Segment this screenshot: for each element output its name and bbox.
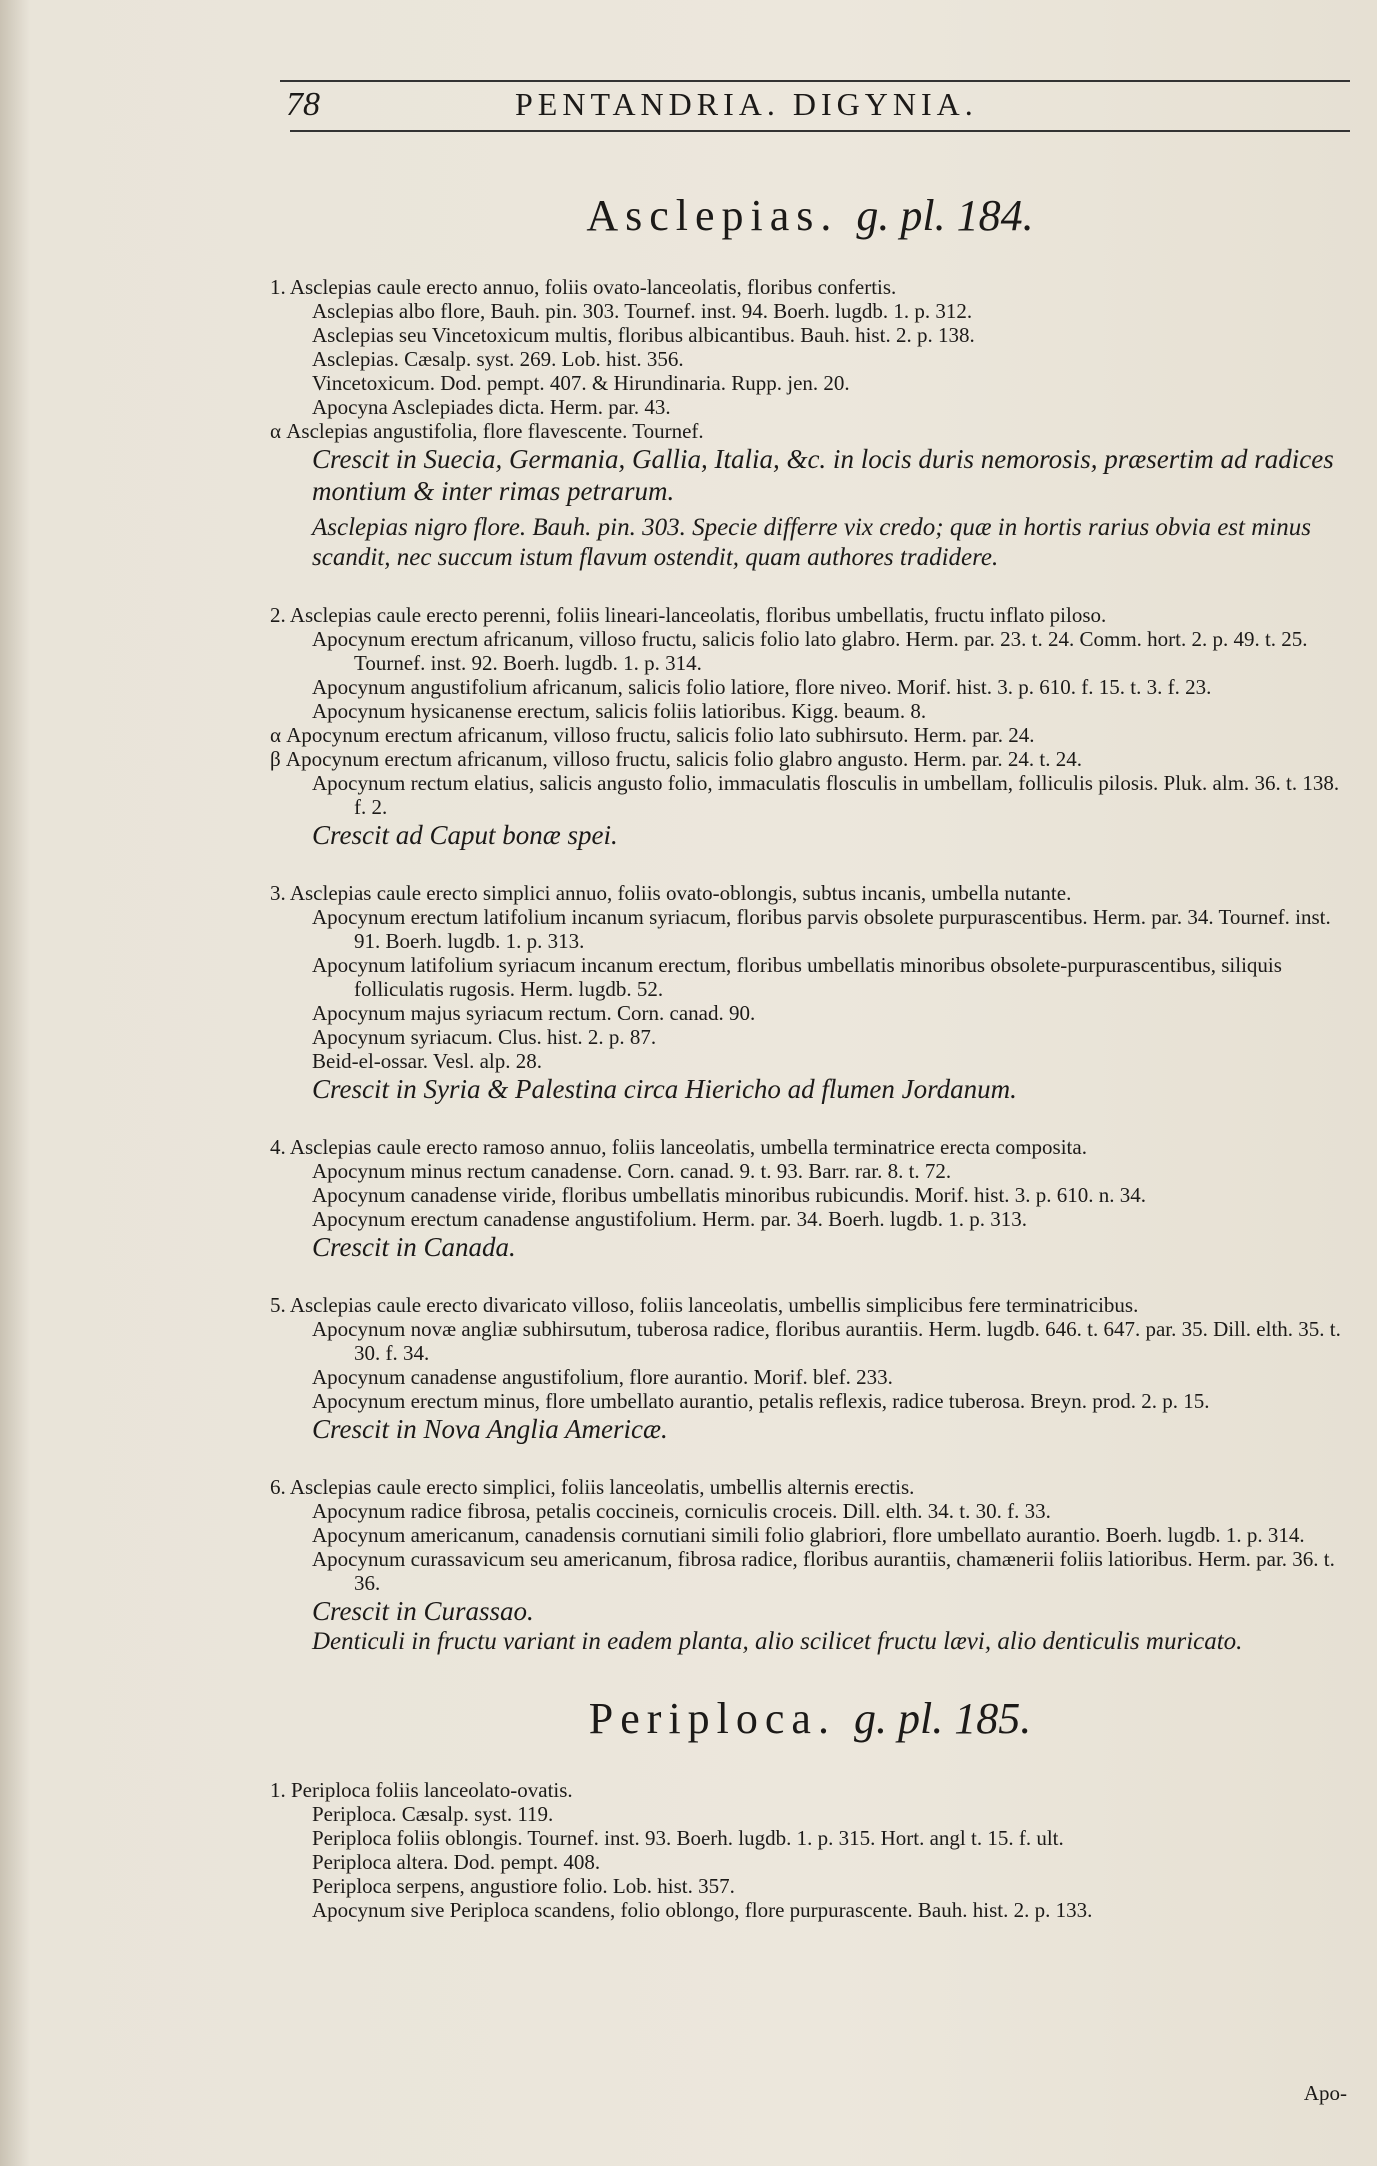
- habitat-line: Crescit in Syria & Palestina circa Hiericho ad flumen Jordanum.: [312, 1074, 1017, 1104]
- genus-title: [270, 190, 1350, 241]
- synonym-line: Asclepias albo flore, Bauh. pin. 303. Tournef. inst. 94. Boerh. lugdb. 1. p. 312.: [312, 299, 973, 323]
- habitat-line: Crescit ad Caput bonæ spei.: [312, 820, 618, 850]
- synonym-line: Asclepias seu Vincetoxicum multis, floribus albicantibus. Bauh. hist. 2. p. 138.: [312, 323, 975, 347]
- synonym-line: Apocynum erectum africanum, villoso fructu, salicis folio lato glabro. Herm. par. 23. t. 24. Comm. hort. 2. p. 49. t. 25. Tournef. inst. 92. Boerh. lugdb. 1. p. 314.: [312, 627, 1308, 675]
- synonym-line: Apocynum curassavicum seu americanum, fibrosa radice, floribus aurantiis, chamænerii foliis latioribus. Herm. par. 36. t. 36.: [312, 1547, 1335, 1595]
- synonym-line: Periploca foliis oblongis. Tournef. inst. 93. Boerh. lugdb. 1. p. 315. Hort. angl t. 15. f. ult.: [312, 1826, 1064, 1850]
- species-entry: [270, 275, 1350, 573]
- synonym-line: Periploca serpens, angustiore folio. Lob. hist. 357.: [312, 1874, 735, 1898]
- synonym-line: Apocynum novæ angliæ subhirsutum, tuberosa radice, floribus aurantiis. Herm. lugdb. 646. t. 647. par. 35. Dill. elth. 35. t. 30. f. 34.: [312, 1317, 1341, 1365]
- catchword: Apo-: [1303, 2081, 1347, 2105]
- synonym-line: Apocynum syriacum. Clus. hist. 2. p. 87.: [312, 1025, 657, 1049]
- header-rule-bottom: [290, 130, 1350, 132]
- synonym-line: Apocynum sive Periploca scandens, folio oblongo, flore purpurascente. Bauh. hist. 2. p. 133.: [312, 1898, 1093, 1922]
- species-entry: [270, 1778, 1350, 1922]
- synonym-line: Apocynum radice fibrosa, petalis coccineis, corniculis croceis. Dill. elth. 34. t. 30. f. 33.: [312, 1499, 1051, 1523]
- running-head: PENTANDRIA. DIGYNIA.: [515, 86, 978, 122]
- species-diagnosis: 3. Asclepias caule erecto simplici annuo, foliis ovato-oblongis, subtus incanis, umbella nutante.: [270, 881, 1072, 905]
- synonym-line: Apocynum minus rectum canadense. Corn. canad. 9. t. 93. Barr. rar. 8. t. 72.: [312, 1159, 952, 1183]
- variety-line: α Apocynum erectum africanum, villoso fructu, salicis folio lato subhirsuto. Herm. par. 24.: [270, 723, 1035, 747]
- species-entry: [270, 1135, 1350, 1263]
- synonym-line: Apocynum canadense angustifolium, flore aurantio. Morif. blef. 233.: [312, 1365, 893, 1389]
- genus-reference: g. pl. 185.: [853, 1694, 1032, 1743]
- page-number: 78: [286, 86, 320, 123]
- species-diagnosis: 4. Asclepias caule erecto ramoso annuo, foliis lanceolatis, umbella terminatrice erecta composita.: [270, 1135, 1087, 1159]
- species-diagnosis: 6. Asclepias caule erecto simplici, foliis lanceolatis, umbellis alternis erectis.: [270, 1475, 915, 1499]
- synonym-line: Periploca altera. Dod. pempt. 408.: [312, 1850, 601, 1874]
- header-rule-top: [280, 80, 1350, 82]
- synonym-line: Apocynum americanum, canadensis cornutiani simili folio glabriori, flore umbellato aurantio. Boerh. lugdb. 1. p. 314.: [312, 1523, 1305, 1547]
- habitat-line: Crescit in Nova Anglia Americæ.: [312, 1414, 668, 1444]
- variety-line: β Apocynum erectum africanum, villoso fructu, salicis folio glabro angusto. Herm. par. 24. t. 24.: [270, 747, 1082, 771]
- synonym-line: Apocynum erectum canadense angustifolium. Herm. par. 34. Boerh. lugdb. 1. p. 313.: [312, 1207, 1028, 1231]
- habitat-line: Crescit in Canada.: [312, 1232, 516, 1262]
- genus-title: [270, 1693, 1350, 1744]
- synonym-line: Apocynum latifolium syriacum incanum erectum, floribus umbellatis minoribus obsolete-purpurascentibus, siliquis folliculatis rugosis. Herm. lugdb. 52.: [312, 953, 1282, 1001]
- variety-line: α Asclepias angustifolia, flore flavescente. Tournef.: [270, 419, 704, 443]
- genus-reference: g. pl. 184.: [856, 191, 1034, 240]
- synonym-line: Apocyna Asclepiades dicta. Herm. par. 43.: [312, 395, 671, 419]
- species-diagnosis: 2. Asclepias caule erecto perenni, foliis lineari-lanceolatis, floribus umbellatis, fructu inflato piloso.: [270, 603, 1107, 627]
- page-body: [270, 190, 1350, 1952]
- genus-name: Asclepias.: [586, 191, 839, 240]
- species-diagnosis: 1. Periploca foliis lanceolato-ovatis.: [270, 1778, 573, 1802]
- species-entry: [270, 1293, 1350, 1445]
- habitat-line: Crescit in Curassao.: [312, 1596, 534, 1626]
- synonym-line: Asclepias. Cæsalp. syst. 269. Lob. hist. 356.: [312, 347, 684, 371]
- page-header: [280, 70, 1350, 140]
- species-entry: [270, 881, 1350, 1105]
- synonym-line: Vincetoxicum. Dod. pempt. 407. & Hirundinaria. Rupp. jen. 20.: [312, 371, 850, 395]
- synonym-line: Apocynum majus syriacum rectum. Corn. canad. 90.: [312, 1001, 756, 1025]
- species-diagnosis: 5. Asclepias caule erecto divaricato villoso, foliis lanceolatis, umbellis simplicibus fere terminatricibus.: [270, 1293, 1139, 1317]
- species-entry: [270, 1475, 1350, 1657]
- genus-name: Periploca.: [588, 1694, 836, 1743]
- species-entry: [270, 603, 1350, 851]
- synonym-line: Apocynum erectum minus, flore umbellato aurantio, petalis reflexis, radice tuberosa. Breyn. prod. 2. p. 15.: [312, 1389, 1210, 1413]
- species-note: Denticuli in fructu variant in eadem planta, alio scilicet fructu lævi, alio denticulis muricato.: [312, 1628, 1243, 1655]
- habitat-line: Crescit in Suecia, Germania, Gallia, Italia, &c. in locis duris nemorosis, præsertim ad radices montium & inter rimas petrarum.: [312, 444, 1334, 506]
- species-note: Asclepias nigro flore. Bauh. pin. 303. Specie differre vix credo; quæ in hortis rarius obvia est minus scandit, nec succum istum flavum ostendit, quam authores tradidere.: [312, 514, 1311, 571]
- synonym-line: Beid-el-ossar. Vesl. alp. 28.: [312, 1049, 542, 1073]
- synonym-line: Apocynum angustifolium africanum, salicis folio latiore, flore niveo. Morif. hist. 3. p. 610. f. 15. t. 3. f. 23.: [312, 675, 1212, 699]
- synonym-line: Apocynum canadense viride, floribus umbellatis minoribus rubicundis. Morif. hist. 3. p. 610. n. 34.: [312, 1183, 1147, 1207]
- species-diagnosis: 1. Asclepias caule erecto annuo, foliis ovato-lanceolatis, floribus confertis.: [270, 275, 897, 299]
- synonym-line: Apocynum rectum elatius, salicis angusto folio, immaculatis flosculis in umbellam, folliculis pilosis. Pluk. alm. 36. t. 138. f. 2.: [312, 771, 1340, 819]
- synonym-line: Periploca. Cæsalp. syst. 119.: [312, 1802, 554, 1826]
- synonym-line: Apocynum hysicanense erectum, salicis foliis latioribus. Kigg. beaum. 8.: [312, 699, 927, 723]
- synonym-line: Apocynum erectum latifolium incanum syriacum, floribus parvis obsolete purpurascentibus. Herm. par. 34. Tournef. inst. 91. Boerh. lugdb. 1. p. 313.: [312, 905, 1331, 953]
